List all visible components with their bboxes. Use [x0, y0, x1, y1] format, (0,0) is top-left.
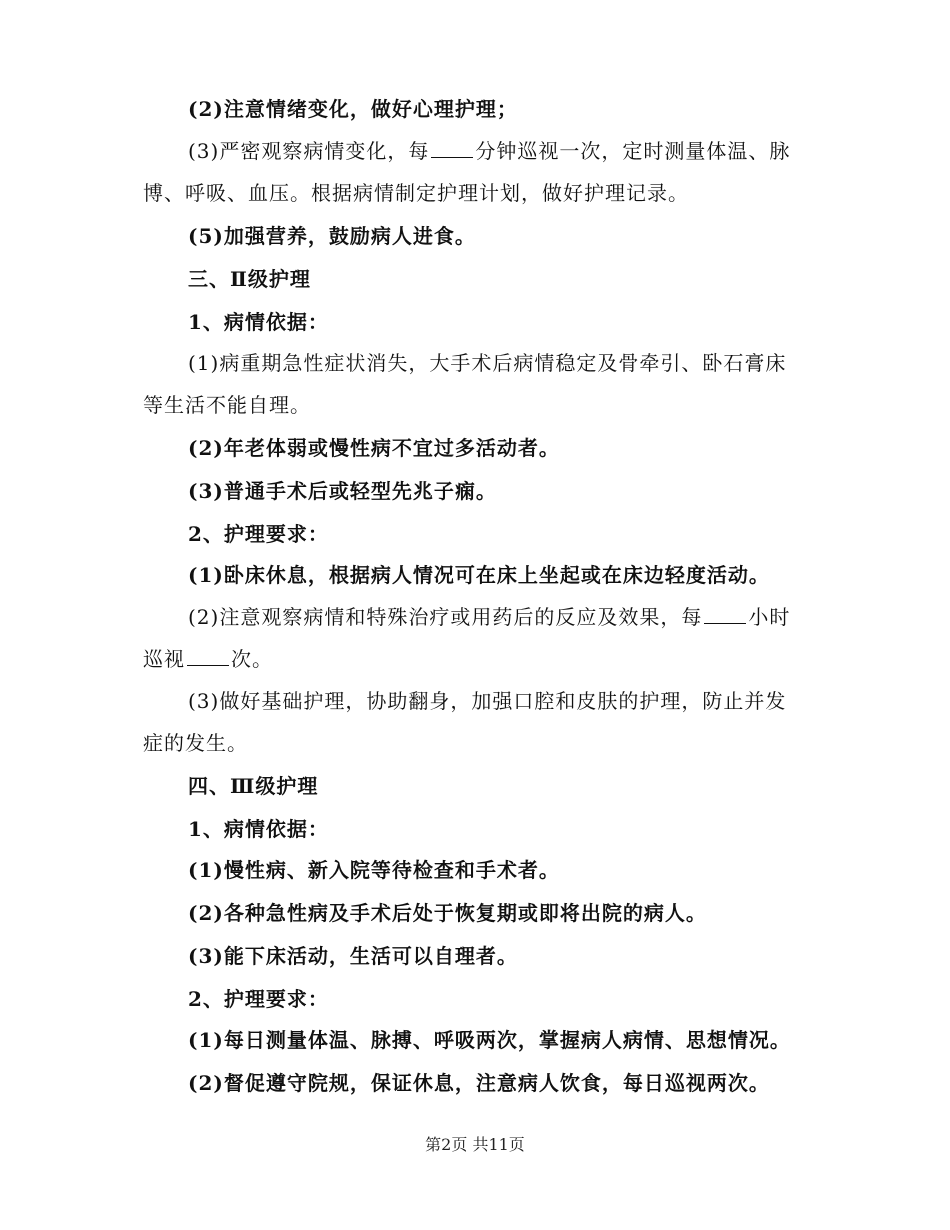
criteria-item-2: (2)各种急性病及手术后处于恢复期或即将出院的病人。	[188, 901, 707, 925]
text-segment: 巡视	[143, 647, 185, 671]
fill-in-blank	[704, 605, 746, 624]
subheading-criteria: 1、病情依据：	[188, 310, 329, 334]
section-heading-level3: 四、Ⅲ级护理	[188, 774, 319, 798]
requirement-item-2	[188, 603, 790, 631]
fill-in-blank	[431, 139, 473, 158]
subheading-requirements: 2、护理要求：	[188, 987, 329, 1011]
item-emotion-care: (2)注意情绪变化，做好心理护理；	[188, 97, 518, 121]
requirement-item-1: (1)卧床休息，根据病人情况可在床上坐起或在床边轻度活动。	[188, 563, 770, 587]
criteria-item-1: (1)慢性病、新入院等待检查和手术者。	[188, 858, 560, 882]
text-segment: (2)注意观察病情和特殊治疗或用药后的反应及效果，每	[188, 605, 703, 629]
requirement-item-3: (3)做好基础护理，协助翻身，加强口腔和皮肤的护理，防止并发	[188, 689, 787, 713]
requirement-item-2: (2)督促遵守院规，保证休息，注意病人饮食，每日巡视两次。	[188, 1071, 770, 1095]
requirement-item-2-cont	[143, 645, 273, 673]
criteria-item-1: (1)病重期急性症状消失，大手术后病情稳定及骨牵引、卧石膏床	[188, 351, 787, 375]
item-observe-condition-cont: 博、呼吸、血压。根据病情制定护理计划，做好护理记录。	[143, 181, 689, 205]
criteria-item-2: (2)年老体弱或慢性病不宜过多活动者。	[188, 436, 560, 460]
text-segment: 次。	[231, 647, 273, 671]
criteria-item-1-cont: 等生活不能自理。	[143, 393, 311, 417]
requirement-item-3-cont: 症的发生。	[143, 731, 248, 755]
text-segment: 小时	[748, 605, 791, 629]
text-segment: 分钟巡视一次，定时测量体温、脉	[475, 139, 791, 163]
fill-in-blank	[187, 647, 229, 666]
criteria-item-3: (3)能下床活动，生活可以自理者。	[188, 944, 518, 968]
page-number-footer: 第2页 共11页	[425, 1135, 525, 1154]
subheading-criteria: 1、病情依据：	[188, 817, 329, 841]
section-heading-level2: 三、Ⅱ级护理	[188, 267, 311, 291]
text-segment: (3)严密观察病情变化，每	[188, 139, 430, 163]
item-observe-condition	[188, 137, 790, 165]
subheading-requirements: 2、护理要求：	[188, 522, 329, 546]
item-nutrition: (5)加强营养，鼓励病人进食。	[188, 224, 476, 248]
requirement-item-1: (1)每日测量体温、脉搏、呼吸两次，掌握病人病情、思想情况。	[188, 1028, 791, 1052]
criteria-item-3: (3)普通手术后或轻型先兆子痫。	[188, 479, 497, 503]
